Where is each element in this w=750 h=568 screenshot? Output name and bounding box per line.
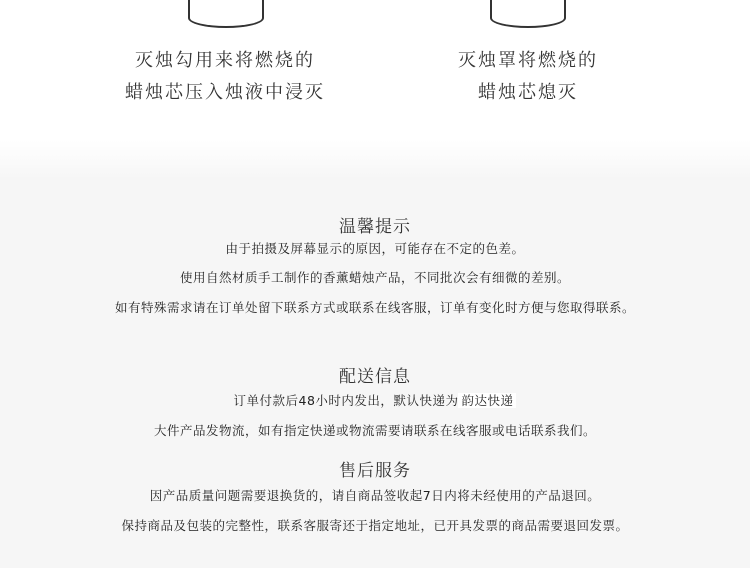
caption-line: 蜡烛芯熄灭 (478, 82, 578, 103)
warm-tips-title: 温馨提示 (339, 217, 411, 237)
warm-tips-line: 使用自然材质手工制作的香薰蜡烛产品，不同批次会有细微的差别。 (179, 270, 570, 285)
after-sales-title: 售后服务 (339, 461, 411, 481)
snuffer-hook-caption (75, 45, 375, 109)
delivery-line (0, 391, 750, 409)
warm-tips-line: 如有特殊需求请在订单处留下联系方式或联系在线客服，订单有变化时方便与您取得联系。 (114, 300, 635, 315)
notice-section (0, 140, 750, 568)
warm-tips-line: 由于拍摄及屏幕显示的原因，可能存在不定的色差。 (225, 241, 525, 256)
snuffer-bell-caption (378, 45, 678, 109)
after-sales-line: 因产品质量问题需要退换货的，请自商品签收起7日内将未经使用的产品退回。 (149, 488, 601, 503)
caption-line: 灭烛勾用来将燃烧的 (135, 50, 315, 71)
caption-line: 蜡烛芯压入烛液中浸灭 (125, 82, 325, 103)
snuffer-hook-illustration (188, 0, 264, 28)
delivery-line: 大件产品发物流，如有指定快递或物流需要请联系在线客服或电话联系我们。 (153, 423, 596, 438)
courier-name: 韵达快递 (458, 393, 516, 408)
after-sales-line: 保持商品及包装的完整性，联系客服寄还于指定地址，已开具发票的商品需要退回发票。 (121, 518, 629, 533)
snuffer-bell-illustration (490, 0, 566, 28)
caption-line: 灭烛罩将燃烧的 (458, 50, 598, 71)
product-instructions (0, 0, 750, 140)
delivery-line-text: 订单付款后48小时内发出，默认快递为 (233, 393, 459, 408)
delivery-title: 配送信息 (339, 367, 411, 387)
